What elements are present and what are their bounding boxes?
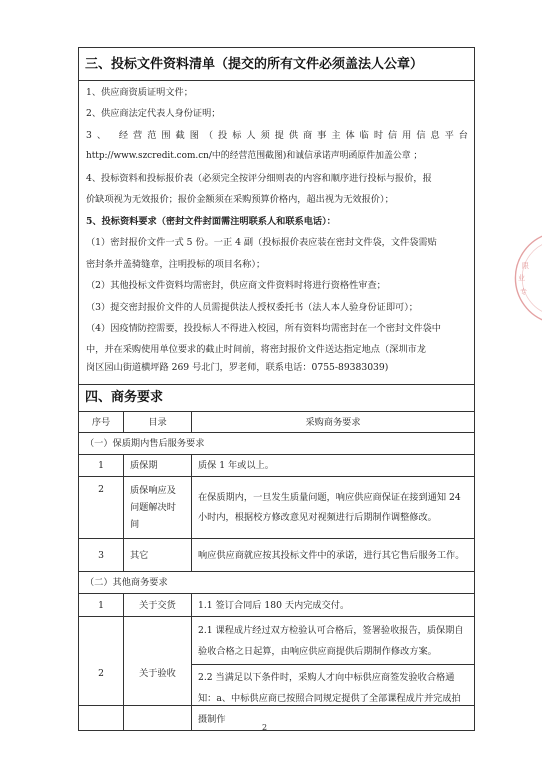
- group2-title: （二）其他商务要求: [79, 572, 475, 594]
- section3-item: 中，并在采购使用单位要求的截止时间前，将密封报价文件送达指定地点（深圳市龙: [86, 344, 426, 355]
- page-number: 2: [262, 723, 268, 732]
- row-number: 2: [79, 617, 124, 731]
- table-row: [79, 477, 475, 539]
- row-item: 质保期: [124, 455, 192, 477]
- section3-item: 5、投标资料要求（密封文件封面需注明联系人和联系电话）：: [86, 216, 336, 227]
- section3-item: 1、供应商资质证明文件；: [86, 87, 193, 98]
- section3-item: 密封条并盖骑缝章，注明投标的项目名称）；: [86, 259, 266, 270]
- section3-item: http://www.szcredit.com.cn/中的经营范围截图)和诚信承诺声明函原件加盖公章 ；: [86, 151, 423, 161]
- row-requirement: 响应供应商就应按其投标文件中的承诺，进行其它售后服务工作。: [192, 539, 475, 572]
- section3-item: （2）其他投标文件资料均需密封，供应商文件资料时将进行资格性审查；: [86, 280, 386, 291]
- table-row: [79, 594, 475, 617]
- section3-item: 岗区园山街道横坪路 269 号北门，罗老师，联系电话：0755-89383039): [86, 362, 389, 373]
- table-header-cell: 序号: [79, 412, 124, 433]
- divider: [78, 80, 475, 81]
- group-title-row: [79, 572, 475, 594]
- row-item: 关于交货: [124, 594, 192, 617]
- row-item: 其它: [124, 539, 192, 572]
- section3-item: 3、 经营范围截图（投标人须提供商事主体临时信用信息平台: [86, 130, 468, 141]
- table-row: [79, 617, 475, 665]
- section3-title: 三、投标文件资料清单（提交的所有文件必须盖法人公章）: [85, 57, 424, 72]
- seal-stamp-icon: [508, 228, 542, 328]
- section3-item: （3）提交密封报价文件的人员需提供法人授权委托书（法人本人验身份证即可）；: [86, 302, 418, 313]
- row-requirement: 2.1 课程成片经过双方检验认可合格后，签署验收报告，质保期自验收合格之日起算，由响应供应商提供后期制作修改方案。: [192, 617, 475, 665]
- section3-item: 价缺项视为无效报价；报价金额须在采购预算价格内，超出视为无效报价）；: [86, 194, 394, 205]
- section3-item: （4）因疫情防控需要，投投标人不得进入校园，所有资料均需密封在一个密封文件袋中: [86, 323, 441, 334]
- section4-title: 四、商务要求: [85, 390, 164, 405]
- svg-text:限: 限: [522, 262, 529, 270]
- table-row: [79, 539, 475, 572]
- section3-item: 2、供应商法定代表人身份证明；: [86, 108, 221, 119]
- row-item: 质保响应及问题解决时间: [124, 477, 192, 539]
- row-number: 1: [79, 594, 124, 617]
- commercial-requirements-table: [78, 411, 475, 731]
- table-header-row: [79, 412, 475, 433]
- section3-item: （1）密封报价文件一式 5 份。一正 4 副（投标报价表应装在密封文件袋，文件袋需贴: [86, 237, 437, 248]
- table-header-cell: 采购商务要求: [192, 412, 475, 433]
- row-requirement: 在保质期内，一旦发生质量问题，响应供应商保证在接到通知 24 小时内，根据校方修改意见对视频进行后期制作调整修改。: [192, 477, 475, 539]
- row-number: 3: [79, 539, 124, 572]
- row-requirement: 2.2 当满足以下条件时，采购人才向中标供应商签发验收合格通知：a、中标供应商已按照合同规定提供了全部课程成片并完成拍摄制作: [192, 665, 475, 731]
- row-number: 2: [79, 477, 124, 539]
- row-number: 1: [79, 455, 124, 477]
- group1-title: （一）保质期内售后服务要求: [79, 433, 475, 455]
- row-requirement: 质保 1 年或以上。: [192, 455, 475, 477]
- svg-text:专: 专: [520, 288, 527, 296]
- section3-item: 4、投标资料和投标报价表（必须完全按评分细则表的内容和顺序进行投标与报价，报: [86, 173, 432, 184]
- table-header-cell: 目录: [124, 412, 192, 433]
- table-row: [79, 455, 475, 477]
- row-requirement: 1.1 签订合同后 180 天内完成交付。: [192, 594, 475, 617]
- group-title-row: [79, 433, 475, 455]
- row-item: 关于验收: [124, 617, 192, 731]
- svg-text:业: 业: [518, 274, 525, 282]
